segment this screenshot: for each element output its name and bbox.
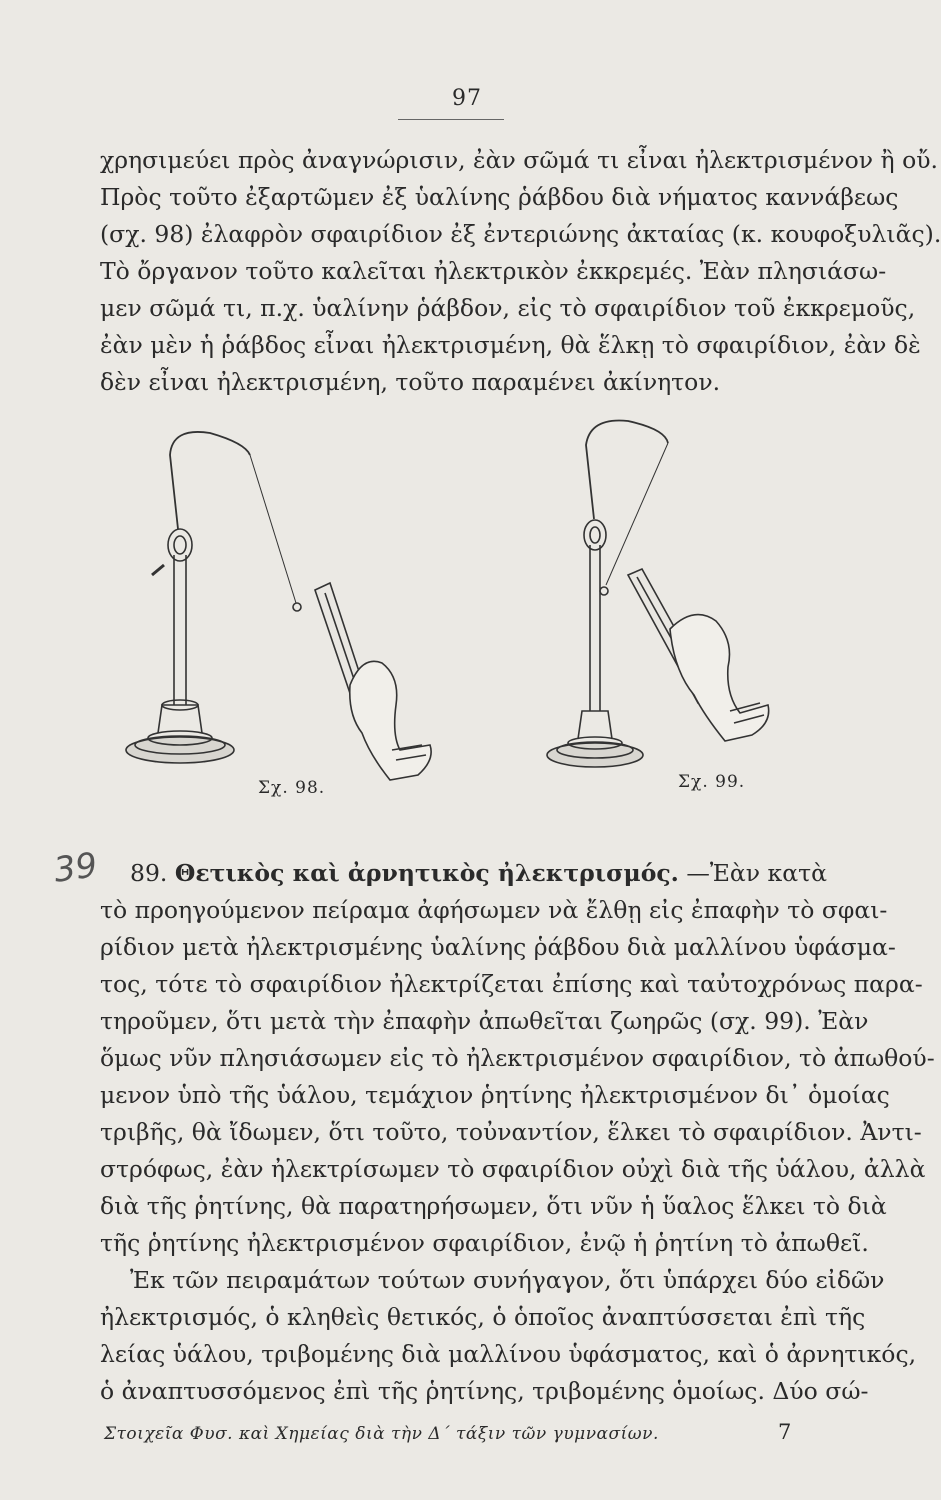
- text-line: λείας ὑάλου, τριβομένης διὰ μαλλίνου ὑφάσματος, καὶ ὁ ἀρνητικός,: [100, 1340, 917, 1368]
- top-paragraph: [100, 142, 941, 401]
- text-line: μενον ὑπὸ τῆς ὑάλου, τεμάχιον ῥητίνης ἠλεκτρισμένον δι᾽ ὁμοίας: [100, 1081, 890, 1109]
- text-line: Ἐκ τῶν πειραμάτων τούτων συνήγαγον, ὅτι ὑπάρχει δύο εἰδῶν: [130, 1266, 885, 1294]
- text-line: τριβῆς, θὰ ἴδωμεν, ὅτι τοῦτο, τοὐναντίον, ἕλκει τὸ σφαιρίδιον. Ἀντι-: [100, 1118, 922, 1146]
- footer-signature: 7: [778, 1420, 792, 1444]
- text-line: τος, τότε τὸ σφαιρίδιον ἠλεκτρίζεται ἐπίσης καὶ ταὐτοχρόνως παρα-: [100, 970, 923, 998]
- text-line: ὅμως νῦν πλησιάσωμεν εἰς τὸ ἠλεκτρισμένον σφαιρίδιον, τὸ ἀπωθού-: [100, 1044, 935, 1072]
- page-number: 97: [452, 86, 482, 111]
- text-line: διὰ τῆς ῥητίνης, θὰ παρατηρήσωμεν, ὅτι νῦν ἡ ὕαλος ἕλκει τὸ διὰ: [100, 1192, 887, 1220]
- header-rule: [398, 119, 504, 120]
- text-line: στρόφως, ἐὰν ἠλεκτρίσωμεν τὸ σφαιρίδιον οὐχὶ διὰ τῆς ὑάλου, ἀλλὰ: [100, 1155, 926, 1183]
- fig99-caption: Σχ. 99.: [678, 772, 746, 792]
- fig98-caption: Σχ. 98.: [258, 778, 326, 798]
- section-title: Θετικὸς καὶ ἀρνητικὸς ἠλεκτρισμός.: [174, 859, 679, 887]
- text-line: τηροῦμεν, ὅτι μετὰ τὴν ἐπαφὴν ἀπωθεῖται ζωηρῶς (σχ. 99). Ἐὰν: [100, 1007, 869, 1035]
- section-heading-line: [100, 855, 840, 892]
- text-line: ὁ ἀναπτυσσόμενος ἐπὶ τῆς ῥητίνης, τριβομένης ὁμοίως. Δύο σώ-: [100, 1377, 869, 1405]
- fig99-drawing: [547, 421, 769, 768]
- text-line: δὲν εἶναι ἠλεκτρισμένη, τοῦτο παραμένει ἀκίνητον.: [100, 368, 721, 396]
- section-89: [100, 855, 935, 1410]
- text-line: ρίδιον μετὰ ἠλεκτρισμένης ὑαλίνης ῥάβδου διὰ μαλλίνου ὑφάσμα-: [100, 933, 896, 961]
- section-number: 89.: [130, 859, 168, 887]
- electric-pendulum-illustration: [100, 415, 860, 815]
- text-line: (σχ. 98) ἐλαφρὸν σφαιρίδιον ἐξ ἐντεριώνης ἀκταίας (κ. κουφοξυλιᾶς).: [100, 220, 941, 248]
- text-line: τῆς ῥητίνης ἠλεκτρισμένον σφαιρίδιον, ἐνῷ ἡ ῥητίνη τὸ ἀπωθεῖ.: [100, 1229, 869, 1257]
- fig98-drawing: [126, 432, 431, 780]
- figures-area: [100, 415, 860, 815]
- section-first-line-text: —Ἐὰν κατὰ: [686, 859, 827, 887]
- text-line: τὸ προηγούμενον πείραμα ἀφήσωμεν νὰ ἔλθῃ εἰς ἐπαφὴν τὸ σφαι-: [100, 896, 888, 924]
- text-line: Πρὸς τοῦτο ἐξαρτῶμεν ἐξ ὑαλίνης ῥάβδου διὰ νήματος καννάβεως: [100, 183, 899, 211]
- text-line: ἠλεκτρισμός, ὁ κληθεὶς θετικός, ὁ ὁποῖος ἀναπτύσσεται ἐπὶ τῆς: [100, 1303, 866, 1331]
- handwritten-margin-note: 39: [51, 845, 100, 891]
- text-line: χρησιμεύει πρὸς ἀναγνώρισιν, ἐὰν σῶμά τι εἶναι ἠλεκτρισμένον ἢ οὔ.: [100, 146, 939, 174]
- text-line: ἐὰν μὲν ἡ ῥάβδος εἶναι ἠλεκτρισμένη, θὰ ἕλκῃ τὸ σφαιρίδιον, ἐὰν δὲ: [100, 331, 921, 359]
- footer-title: Στοιχεῖα Φυσ. καὶ Χημείας διὰ τὴν Δ΄ τάξιν τῶν γυμνασίων.: [104, 1424, 659, 1444]
- text-line: Τὸ ὄργανον τοῦτο καλεῖται ἠλεκτρικὸν ἐκκρεμές. Ἐὰν πλησιάσω-: [100, 257, 887, 285]
- text-line: μεν σῶμά τι, π.χ. ὑαλίνην ῥάβδον, εἰς τὸ σφαιρίδιον τοῦ ἐκκρεμοῦς,: [100, 294, 916, 322]
